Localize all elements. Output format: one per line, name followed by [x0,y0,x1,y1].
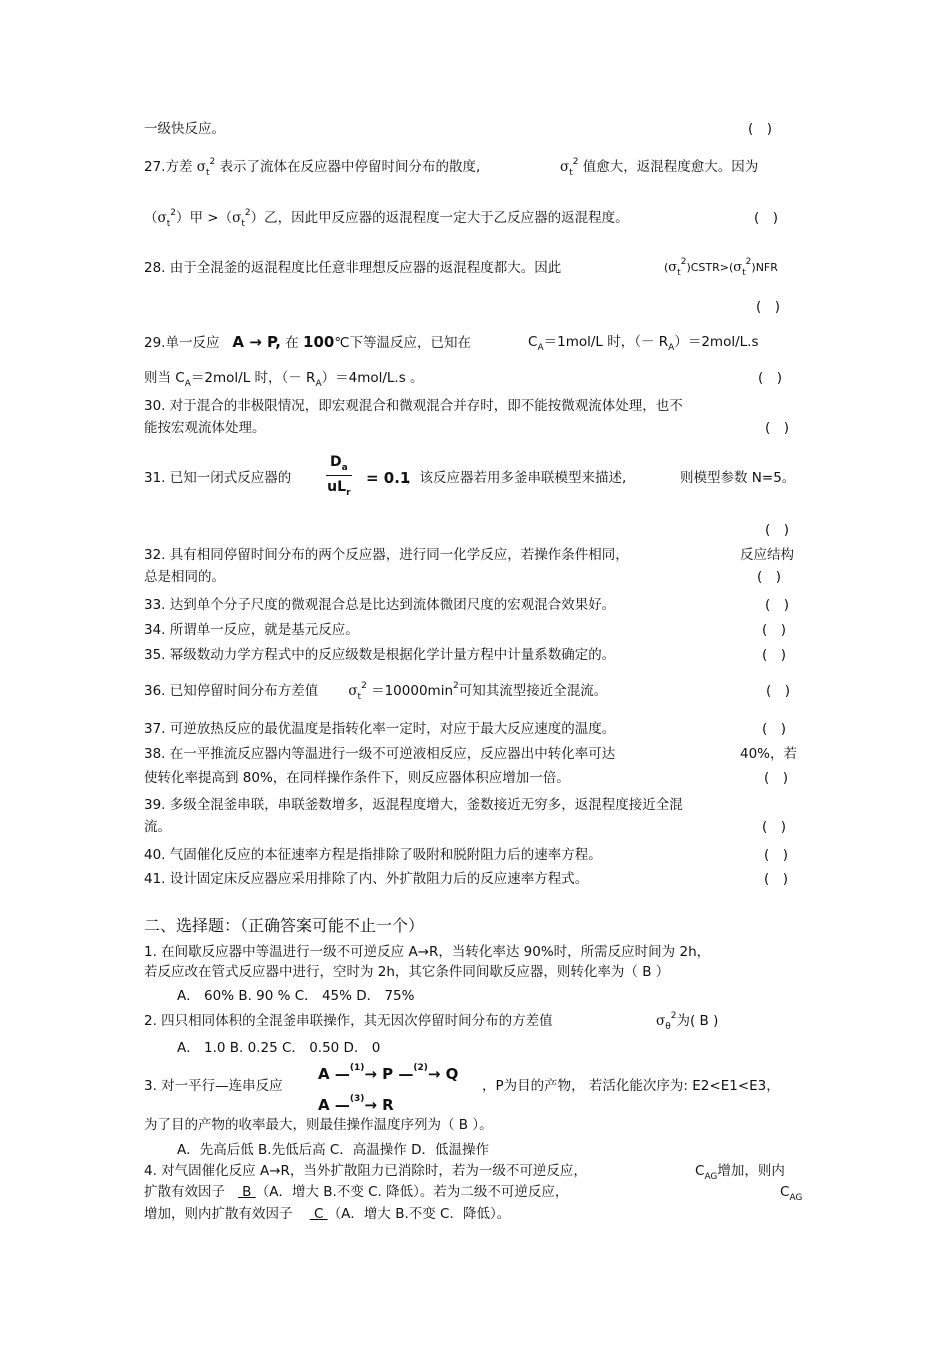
c1-options: A． 60% B. 90 % C． 45% D． 75% [177,988,415,1004]
q31-answer-blank: ( ) [765,522,790,538]
q30-answer-blank: ( ) [765,420,790,436]
q27-line1: 27.方差 $\sigma_t^2$ 表示了流体在反应器中停留时间分布的散度, [144,157,481,178]
q38-answer-blank: ( ) [764,770,789,786]
c4-line2b: $C_{AG}$ [780,1184,803,1203]
c3-reaction2: A —$^{(3)}$→ R [318,1094,394,1114]
q39-line1: 39. 多级全混釜串联，串联釜数增多，返混程度增大，釜数接近无穷多，返混程度接近全混 [144,797,683,813]
q27-answer-blank: ( ) [754,210,779,226]
q34: 34. 所谓单一反应，就是基元反应。 [144,622,359,638]
q33-answer-blank: ( ) [765,597,790,613]
q41: 41. 设计固定床反应器应采用排除了内、外扩散阻力后的反应速率方程式。 [144,871,589,887]
q31-text3: 则模型参数 N=5。 [680,470,796,486]
c4-line1b: $C_{AG}$增加，则内 [695,1163,785,1182]
q30-line1: 30. 对于混合的非极限情况，即宏观混合和微观混合并存时，即不能按微观流体处理，也不 [144,398,683,414]
c1-line2: 若反应改在管式反应器中进行，空时为 2h，其它条件同间歇反应器，则转化率为（ B ） [144,964,670,980]
q34-answer-blank: ( ) [762,622,787,638]
q29-line1b: $C_A=1mol/L$ 时，（－ $R_A)=2mol/L.s$ [528,334,759,353]
q32-answer-blank: ( ) [757,569,782,585]
q31-eq: = 0.1 [366,469,411,487]
q33: 33. 达到单个分子尺度的微观混合总是比达到流体微团尺度的宏观混合效果好。 [144,597,616,613]
c3-options: A．先高后低 B.先低后高 C．高温操作 D．低温操作 [177,1142,489,1158]
q29-answer-blank: ( ) [758,370,783,386]
q36: 36. 已知停留时间分布方差值 $\sigma_t^2 =10000\min^2$可知其流型接近全混流。 [144,681,608,702]
c3-text2: ，P为目的产物， 若活化能次序为: E2<E1<E3， [482,1078,780,1094]
q36-answer-blank: ( ) [766,683,791,699]
c2-line1: 2. 四只相同体积的全混釜串联操作，其无因次停留时间分布的方差值 [144,1013,553,1029]
q32-line2: 总是相同的。 [144,569,225,585]
q27-line1b: $\sigma_t^2$ 值愈大，返混程度愈大。因为 [560,157,759,178]
q29-line2: 则当 $C_A=2mol/L$ 时，（－ $R_A)=4mol/L.s$ 。 [144,370,424,389]
q31-fraction: $\frac{D_a}{uL_r}$ [327,454,351,498]
q40: 40. 气固催化反应的本征速率方程是指排除了吸附和脱附阻力后的速率方程。 [144,847,602,863]
c4-answer-2: C [309,1206,328,1222]
c4-line3: 增加，则内扩散有效因子 C （A．增大 B.不变 C．降低）。 [144,1206,511,1222]
q39-answer-blank: ( ) [762,819,787,835]
q38-line1b: 40%，若 [740,746,798,762]
c3-reaction1: A —$^{(1)}$→ P —$^{(2)}$→ Q [318,1063,459,1083]
q28-formula: $(\sigma_t^2)CSTR>(\sigma_t^2)NFR$ [664,257,778,278]
q31-text: 31. 已知一闭式反应器的 [144,470,292,486]
q30-line2: 能按宏观流体处理。 [144,420,266,436]
q41-answer-blank: ( ) [764,871,789,887]
q27-line2: $(\sigma_t^2)$甲 $>(\sigma_t^2)$乙，因此甲反应器的返混程度一定大于乙反应器的返混程度。 [144,208,629,229]
q32-line1: 32. 具有相同停留时间分布的两个反应器，进行同一化学反应，若操作条件相同， [144,547,629,563]
c1-line1: 1. 在间歇反应器中等温进行一级不可逆反应 A→R，当转化率达 90%时，所需反应时间为 2h， [144,944,711,960]
q28-line1: 28. 由于全混釜的返混程度比任意非理想反应器的返混程度都大。因此 [144,260,562,276]
c3-line2: 为了目的产物的收率最大，则最佳操作温度序列为（ B ）。 [144,1117,493,1133]
q35-answer-blank: ( ) [762,647,787,663]
q37: 37. 可逆放热反应的最优温度是指转化率一定时，对应于最大反应速度的温度。 [144,721,616,737]
c4-line1: 4. 对气固催化反应 A→R，当外扩散阻力已消除时，若为一级不可逆反应， [144,1163,587,1179]
q39-line2: 流。 [144,819,171,835]
q31-text2: ，该反应器若用多釜串联模型来描述, [406,470,627,486]
q29-line1: 29.单一反应 A → P, 在 100℃下等温反应，已知在 [144,333,471,351]
q38-line1: 38. 在一平推流反应器内等温进行一级不可逆液相反应，反应器出中转化率可达 [144,746,616,762]
q32-line1b: 反应结构 [740,547,794,563]
q28-answer-blank: ( ) [756,299,781,315]
c2-options: A． 1.0 B. 0.25 C． 0.50 D． 0 [177,1040,381,1056]
section-heading: 二、选择题：（正确答案可能不止一个） [144,916,425,935]
c2-line1b: $\sigma_\theta^2$为( B ) [656,1011,719,1032]
c4-line2: 扩散有效因子 B （A．增大 B.不变 C. 降低）。若为二级不可逆反应， [144,1184,569,1200]
c4-answer-1: B [237,1184,256,1200]
q35: 35. 幂级数动力学方程式中的反应级数是根据化学计量方程中计量系数确定的。 [144,647,616,663]
q40-answer-blank: ( ) [764,847,789,863]
q26-answer-blank: ( ) [748,121,773,137]
q37-answer-blank: ( ) [762,721,787,737]
q26-tail: 一级快反应。 [144,121,225,137]
c3-text: 3. 对一平行—连串反应 [144,1078,283,1094]
q38-line2: 使转化率提高到 80%，在同样操作条件下，则反应器体积应增加一倍。 [144,770,570,786]
